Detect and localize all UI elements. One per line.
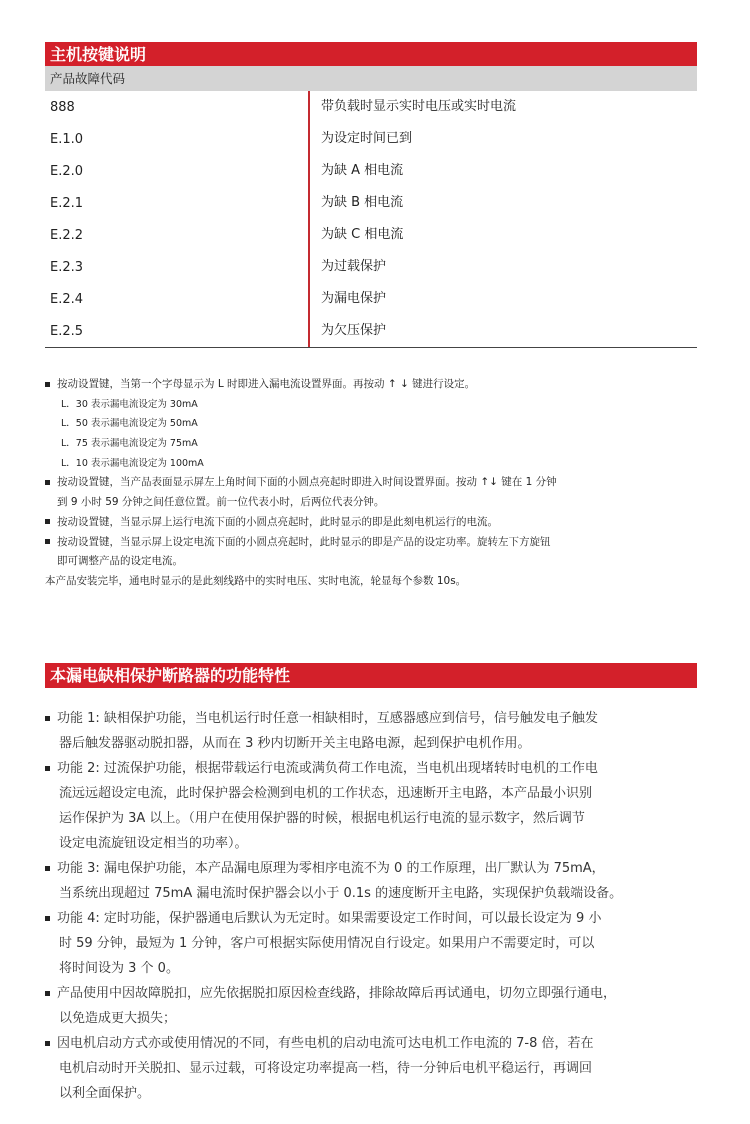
text-line: [45, 756, 705, 781]
table-row: [45, 219, 697, 251]
text-line: [45, 473, 705, 493]
fault-code: E.2.4: [50, 291, 84, 307]
fault-code: E.2.3: [50, 259, 84, 275]
line-text: 电机启动时开关脱扣、显示过载，可将设定功率提高一档，待一分钟后电机平稳运行，再调回: [59, 1061, 593, 1076]
text-line: [45, 956, 705, 981]
fault-code-table: [45, 91, 697, 348]
text-line: [45, 706, 705, 731]
text-line: [45, 533, 705, 553]
line-text: 流远远超设定电流，此时保护器会检测到电机的工作状态，迅速断开主电路，本产品最小识别: [59, 786, 593, 801]
bullet-icon: [45, 539, 50, 544]
fault-code: E.2.0: [50, 163, 84, 179]
table-row: [45, 283, 697, 315]
table-row: [45, 251, 697, 283]
line-text: 器后触发器驱动脱扣器，从而在 3 秒内切断开关主电路电源，起到保护电机作用。: [59, 736, 531, 751]
text-line: [45, 493, 705, 513]
text-line: [45, 375, 705, 395]
text-line: [45, 731, 705, 756]
text-line: [45, 434, 705, 454]
line-text: 将时间设为 3 个 0。: [59, 961, 179, 976]
fault-description: 为过载保护: [308, 251, 386, 283]
bullet-icon: [45, 382, 50, 387]
table-row: [45, 187, 697, 219]
line-text: 本产品安装完毕，通电时显示的是此刻线路中的实时电压、实时电流，轮显每个参数 10s。: [45, 574, 467, 587]
line-text: 设定电流旋钮设定相当的功率）。: [59, 836, 248, 851]
line-text: 产品使用中因故障脱扣，应先依据脱扣原因检查线路，排除故障后再试通电，切勿立即强行通电，: [57, 986, 617, 1001]
fault-description: 为漏电保护: [308, 283, 386, 315]
line-text: L．10 表示漏电流设定为 100mA: [61, 457, 204, 469]
line-text: 时 59 分钟，最短为 1 分钟，客户可根据实际使用情况自行设定。如果用户不需要定时，可以: [59, 936, 595, 951]
fault-description: 为欠压保护: [308, 315, 386, 347]
text-line: [45, 806, 705, 831]
line-text: L．50 表示漏电流设定为 50mA: [61, 418, 198, 430]
line-text: 即可调整产品的设定电流。: [57, 555, 183, 568]
section-title-features: 本漏电缺相保护断路器的功能特性: [45, 663, 697, 688]
fault-code: E.1.0: [50, 131, 84, 147]
fault-description: 为缺 B 相电流: [308, 187, 403, 219]
key-instructions: [45, 375, 705, 592]
line-text: 到 9 小时 59 分钟之间任意位置。前一位代表小时，后两位代表分钟。: [57, 496, 385, 509]
text-line: [45, 881, 705, 906]
line-text: 以免造成更大损失；: [59, 1011, 177, 1026]
line-text: 按动设置键，当显示屏上设定电流下面的小圆点亮起时，此时显示的即是产品的设定功率。旋转左下方旋钮: [57, 535, 551, 548]
text-line: [45, 552, 705, 572]
text-line: [45, 931, 705, 956]
bullet-icon: [45, 766, 50, 771]
fault-description: 为缺 C 相电流: [308, 219, 403, 251]
fault-description: 为缺 A 相电流: [308, 155, 403, 187]
text-line: [45, 1006, 705, 1031]
fault-code-subtitle: 产品故障代码: [45, 66, 697, 91]
text-line: [45, 856, 705, 881]
bullet-icon: [45, 916, 50, 921]
text-line: [45, 454, 705, 474]
text-line: [45, 1031, 705, 1056]
text-line: [45, 981, 705, 1006]
line-text: 功能 4: 定时功能，保护器通电后默认为无定时。如果需要设定工作时间，可以最长设定为 9 小: [57, 911, 602, 926]
line-text: L．75 表示漏电流设定为 75mA: [61, 438, 198, 450]
fault-code: E.2.1: [50, 195, 84, 211]
bullet-icon: [45, 716, 50, 721]
section-title-key-description: 主机按键说明: [45, 42, 697, 67]
bullet-icon: [45, 519, 50, 524]
fault-code: E.2.2: [50, 227, 84, 243]
line-text: 功能 1: 缺相保护功能，当电机运行时任意一相缺相时，互感器感应到信号，信号触发电子触发: [57, 711, 598, 726]
line-text: 按动设置键，当第一个字母显示为 L 时即进入漏电流设置界面。再按动 ↑ ↓ 键进行设定。: [57, 378, 476, 390]
fault-code: E.2.5: [50, 323, 84, 339]
text-line: [45, 781, 705, 806]
line-text: 功能 3: 漏电保护功能，本产品漏电原理为零相序电流不为 0 的工作原理，出厂默认为 75mA，: [57, 861, 605, 876]
text-line: [45, 414, 705, 434]
text-line: [45, 1081, 705, 1106]
bullet-icon: [45, 1041, 50, 1046]
table-row: [45, 91, 697, 123]
line-text: L．30 表示漏电流设定为 30mA: [61, 398, 198, 410]
line-text: 当系统出现超过 75mA 漏电流时保护器会以小于 0.1s 的速度断开主电路，实现保护负载端设备。: [59, 886, 623, 901]
text-line: [45, 906, 705, 931]
line-text: 运作保护为 3A 以上。（用户在使用保护器的时候，根据电机运行电流的显示数字，然后调节: [59, 811, 585, 826]
line-text: 以利全面保护。: [59, 1086, 151, 1101]
feature-list: [45, 706, 705, 1106]
fault-code: 888: [50, 99, 75, 115]
line-text: 按动设置键，当显示屏上运行电流下面的小圆点亮起时，此时显示的即是此刻电机运行的电流。: [57, 515, 498, 528]
text-line: [45, 1056, 705, 1081]
fault-description: 为设定时间已到: [308, 123, 412, 155]
text-line: [45, 572, 705, 592]
table-row: [45, 315, 697, 347]
bullet-icon: [45, 480, 50, 485]
line-text: 按动设置键，当产品表面显示屏左上角时间下面的小圆点亮起时即进入时间设置界面。按动 ↑↓ 键在 1 分钟: [57, 476, 557, 489]
table-row: [45, 123, 697, 155]
text-line: [45, 831, 705, 856]
table-row: [45, 155, 697, 187]
bullet-icon: [45, 991, 50, 996]
fault-description: 带负载时显示实时电压或实时电流: [308, 91, 516, 123]
bullet-icon: [45, 866, 50, 871]
line-text: 功能 2: 过流保护功能，根据带载运行电流或满负荷工作电流，当电机出现堵转时电机的工作电: [57, 761, 598, 776]
text-line: [45, 513, 705, 533]
text-line: [45, 395, 705, 415]
line-text: 因电机启动方式亦或使用情况的不同，有些电机的启动电流可达电机工作电流的 7-8 倍，若在: [57, 1036, 594, 1051]
